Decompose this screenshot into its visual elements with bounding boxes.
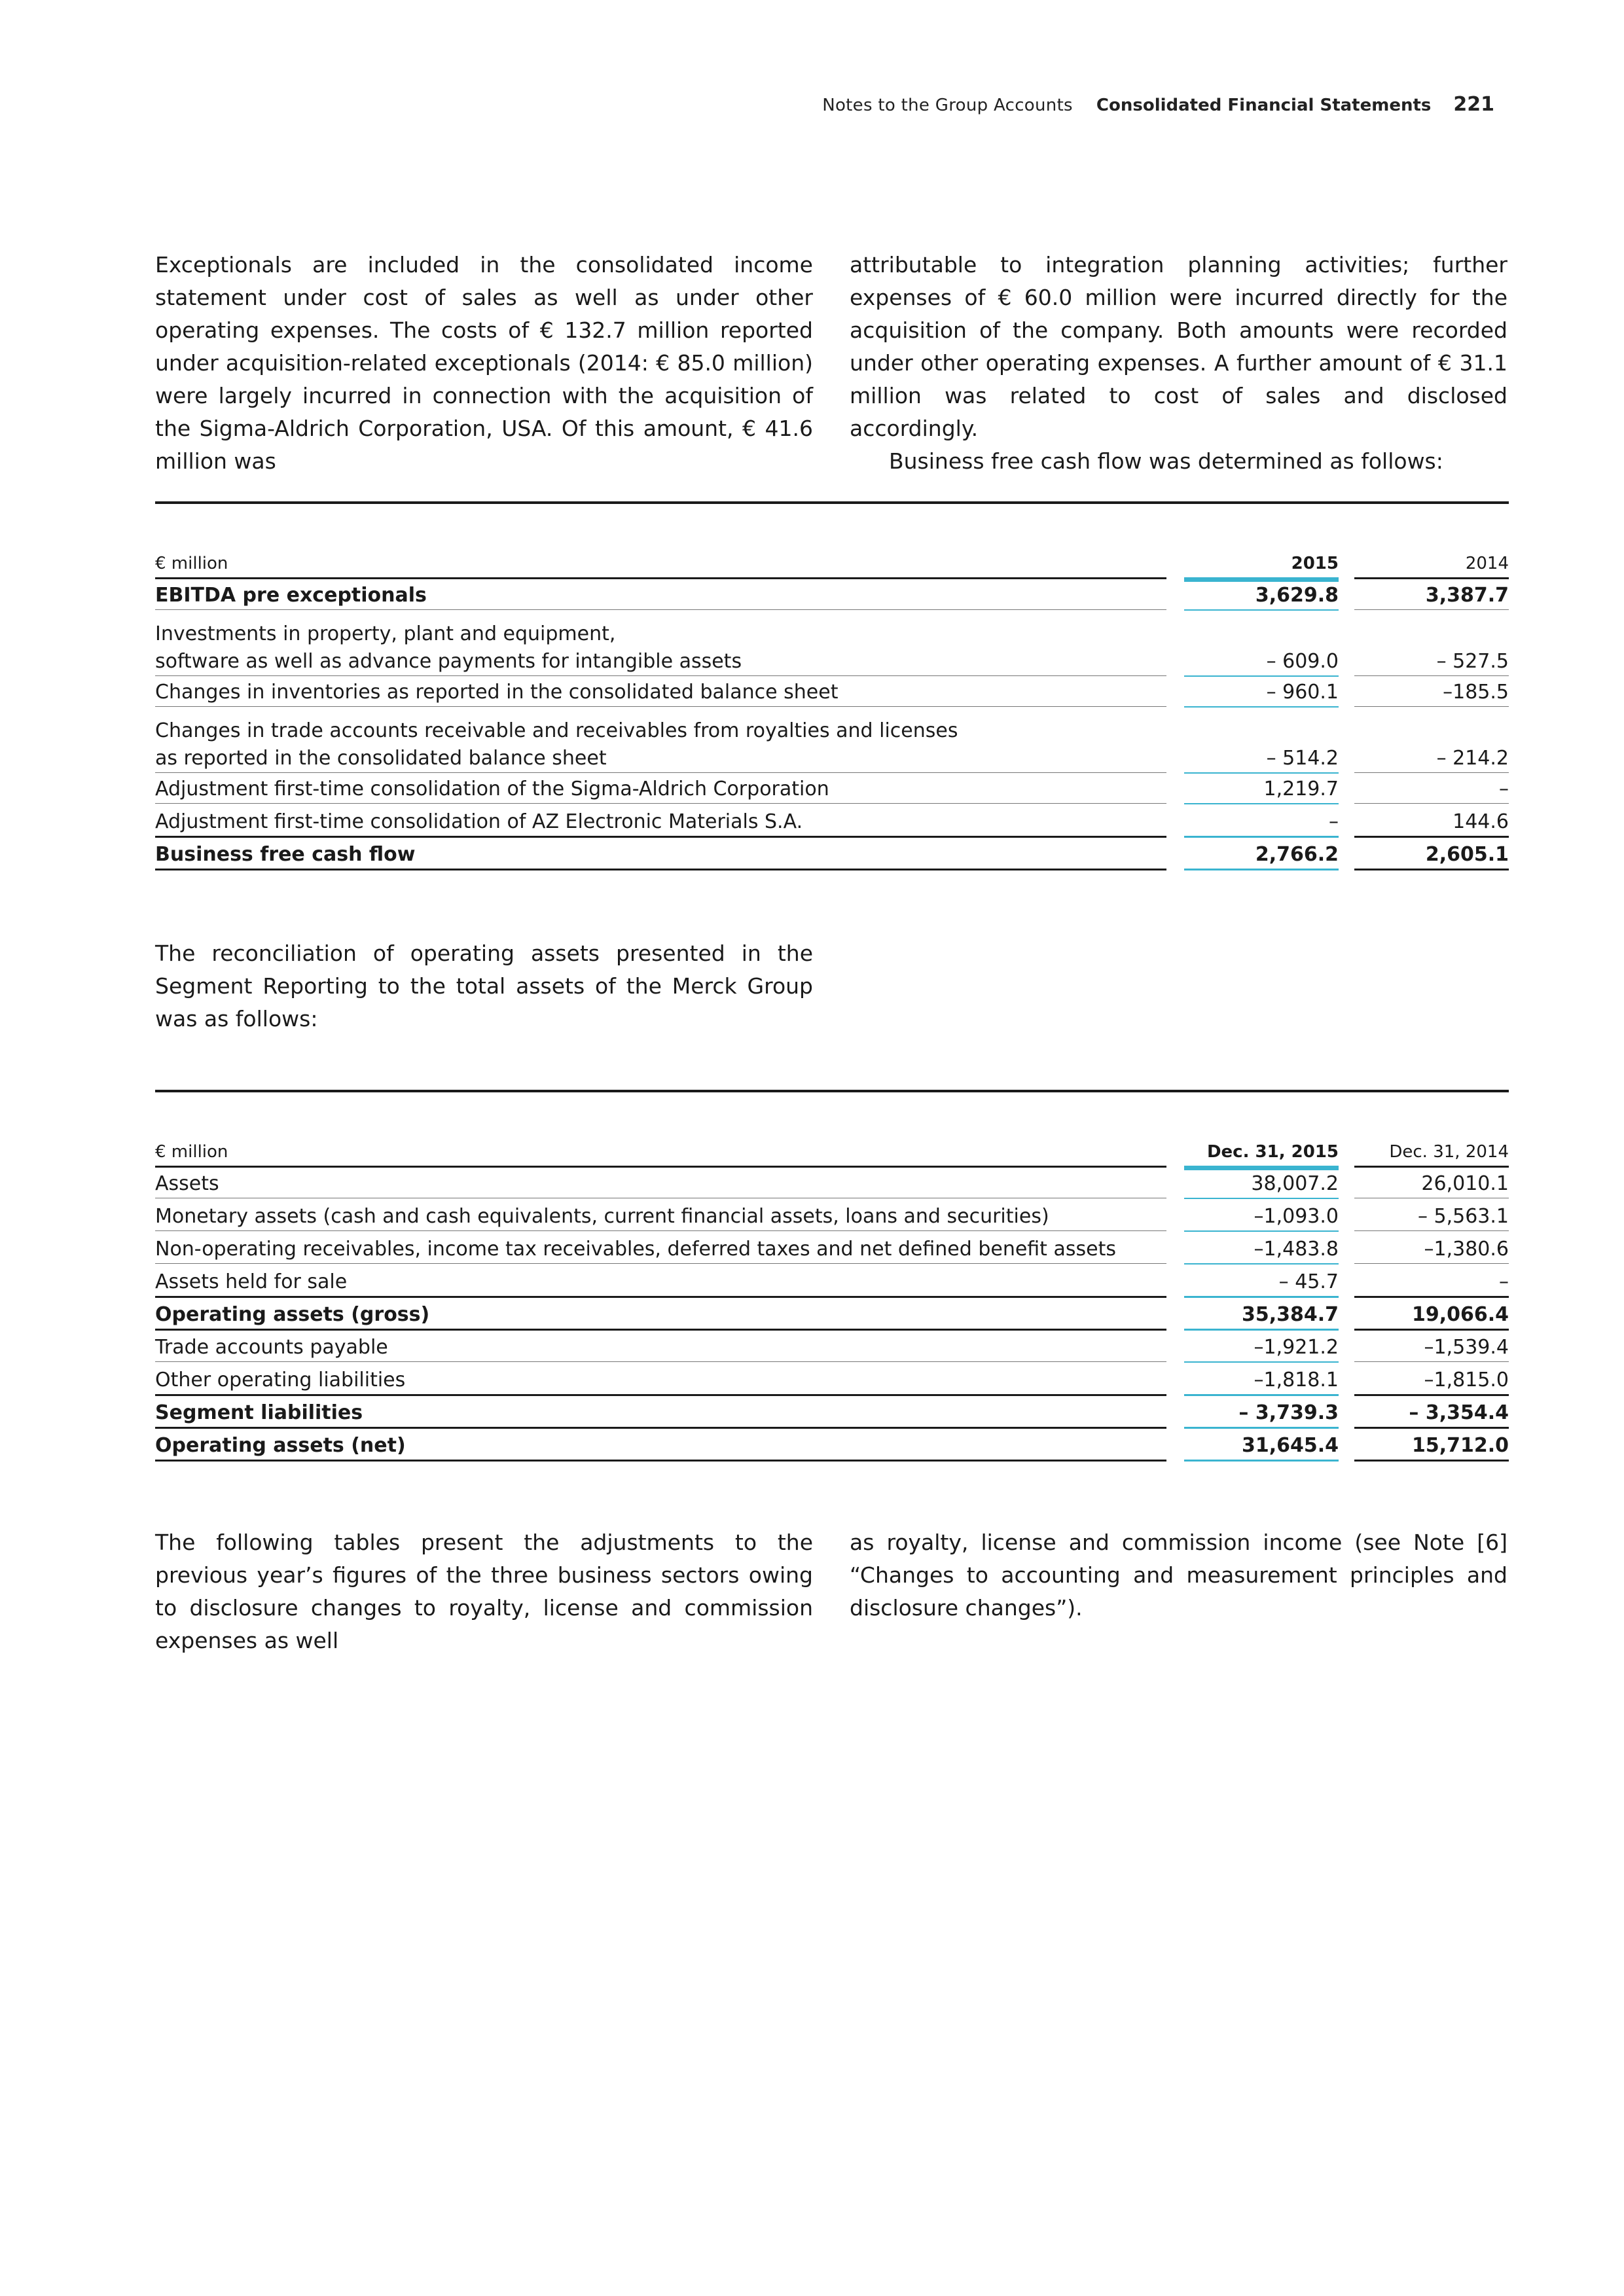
value-2015: 35,384.7 [1184,1301,1339,1331]
value-2014: 3,387.7 [1354,582,1509,610]
value-2015: – 45.7 [1184,1268,1339,1298]
value-2015: – 609.0 [1184,620,1339,677]
value-2015: –1,483.8 [1184,1236,1339,1265]
row-label: Segment liabilities [155,1399,1166,1429]
outro-left-text: The following tables present the adjustments to the previous year’s figures of the three business sectors owing to disclosure changes to royalty, license and commission expenses as well [155,1530,813,1653]
row-label: Adjustment first-time consolidation of the Sigma-Aldrich Corporation [155,776,1166,804]
outro-right-text: as royalty, license and commission income (see Note [6] “Changes to accounting and measurement principles and disclosure changes”). [850,1530,1507,1621]
value-2014: – [1354,776,1509,804]
outro-right-paragraph [850,1526,1507,1624]
reconciliation-paragraph [155,937,813,1035]
column-header-2014: 2014 [1354,550,1509,579]
value-2015: –1,921.2 [1184,1334,1339,1363]
row-label: Investments in property, plant and equipment, software as well as advance payments for intangible assets [155,620,1166,676]
page-number: 221 [1453,93,1494,116]
value-2015: 2,766.2 [1184,841,1339,870]
row-label: Operating assets (net) [155,1432,1166,1462]
row-label: Other operating liabilities [155,1367,1166,1396]
value-2015: 3,629.8 [1184,582,1339,611]
value-2015: –1,818.1 [1184,1367,1339,1396]
page-header [822,93,1494,116]
value-2014: –1,815.0 [1354,1367,1509,1396]
value-2015: 31,645.4 [1184,1432,1339,1462]
intro-left-paragraph [155,249,813,478]
value-2015: 38,007.2 [1184,1170,1339,1199]
column-header-2015: 2015 [1184,550,1339,582]
value-2015: –1,093.0 [1184,1203,1339,1232]
column-header-dec-2014: Dec. 31, 2014 [1354,1138,1509,1168]
value-2014: – [1354,1268,1509,1298]
row-label: Changes in trade accounts receivable and receivables from royalties and licenses as reported in the consolidated balance sheet [155,717,1166,773]
value-2014: –1,539.4 [1354,1334,1509,1362]
value-2015: 1,219.7 [1184,776,1339,804]
intro-left-text: Exceptionals are included in the consolidated income statement under cost of sales as well as under other operating expenses. The costs of € 132.7 million reported under acquisition-related exceptionals (2014: € 85.0 million) were largely incurred in connection with the acquisition of the Sigma-Aldrich Corporation, USA. Of this amount, € 41.6 million was [155,252,813,474]
value-2014: 19,066.4 [1354,1301,1509,1331]
value-2014: – 527.5 [1354,620,1509,676]
row-label: Adjustment first-time consolidation of AZ Electronic Materials S.A. [155,808,1166,838]
column-header-dec-2015: Dec. 31, 2015 [1184,1138,1339,1170]
table-top-rule [155,501,1509,504]
row-label: Monetary assets (cash and cash equivalents, current financial assets, loans and securities) [155,1203,1166,1231]
row-label: Non-operating receivables, income tax receivables, deferred taxes and net defined benefit assets [155,1236,1166,1264]
value-2014: –185.5 [1354,679,1509,707]
table-top-rule [155,1090,1509,1092]
reconciliation-text: The reconciliation of operating assets presented in the Segment Reporting to the total assets of the Merck Group was as follows: [155,941,813,1031]
row-label: Business free cash flow [155,841,1166,870]
value-2014: –1,380.6 [1354,1236,1509,1264]
row-label: Changes in inventories as reported in the consolidated balance sheet [155,679,1166,707]
value-2014: – 3,354.4 [1354,1399,1509,1429]
unit-label: € million [155,1138,1166,1168]
row-label: Trade accounts payable [155,1334,1166,1362]
value-2014: 2,605.1 [1354,841,1509,870]
intro-right-second-text: Business free cash flow was determined as follows: [889,448,1443,474]
row-label: EBITDA pre exceptionals [155,582,1166,610]
row-label: Assets [155,1170,1166,1198]
value-2015: – 3,739.3 [1184,1399,1339,1429]
outro-left-paragraph [155,1526,813,1657]
row-label: Assets held for sale [155,1268,1166,1298]
value-2014: 26,010.1 [1354,1170,1509,1198]
value-2015: – [1184,808,1339,838]
value-2015: – 514.2 [1184,717,1339,774]
value-2014: 15,712.0 [1354,1432,1509,1462]
value-2014: 144.6 [1354,808,1509,838]
section-title: Notes to the Group Accounts [822,96,1073,115]
intro-right-paragraph [850,249,1507,478]
intro-right-text: attributable to integration planning activities; further expenses of € 60.0 million were incurred directly for the acquisition of the company. Both amounts were recorded under other operating expenses. A further amount of € 31.1 million was related to cost of sales and disclosed accordingly. [850,252,1507,441]
chapter-title: Consolidated Financial Statements [1096,96,1432,115]
value-2014: – 5,563.1 [1354,1203,1509,1231]
value-2014: – 214.2 [1354,717,1509,773]
row-label: Operating assets (gross) [155,1301,1166,1331]
unit-label: € million [155,550,1166,579]
value-2015: – 960.1 [1184,679,1339,708]
